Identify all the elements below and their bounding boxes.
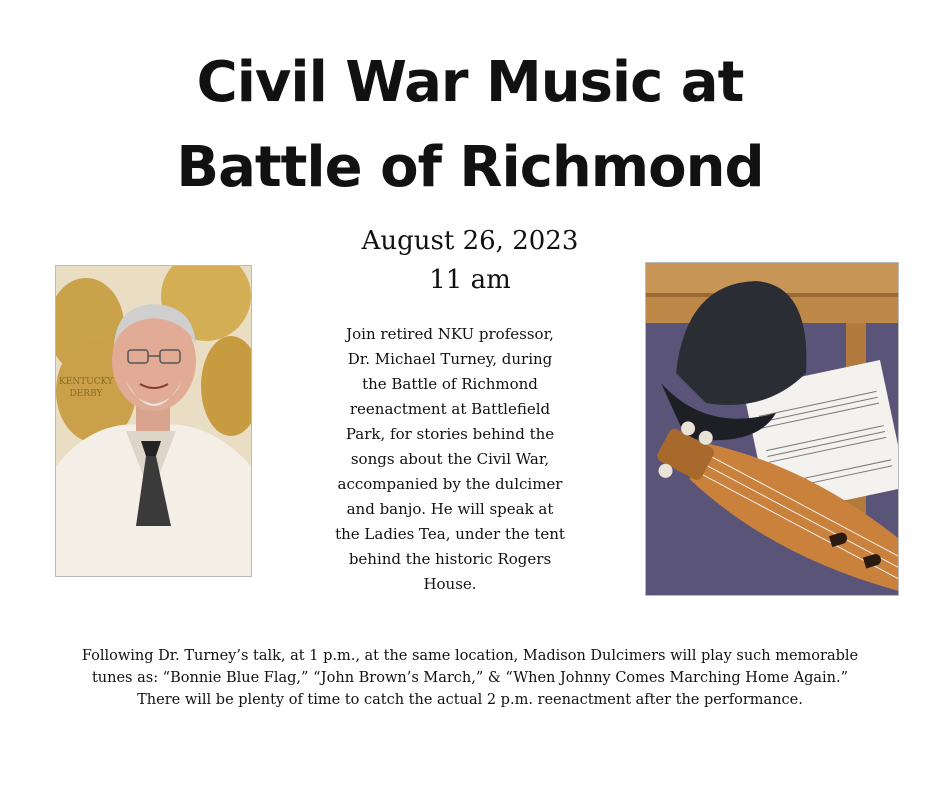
event-time: 11 am — [429, 265, 511, 295]
description-line: behind the historic Rogers — [348, 550, 552, 568]
description-line: songs about the Civil War, — [350, 450, 550, 468]
balloon-text-2: DERBY — [69, 389, 103, 399]
event-date: August 26, 2023 — [361, 226, 579, 256]
description-line: the Ladies Tea, under the tent — [335, 525, 565, 543]
title-line-1: Civil War Music at — [196, 50, 744, 115]
instrument-photo — [645, 262, 899, 596]
footer-line: tunes as: “Bonnie Blue Flag,” “John Brown’s March,” & “When Johnny Comes Marching Home Again.” — [91, 670, 849, 686]
description-line: Park, for stories behind the — [345, 425, 555, 443]
speaker-photo — [55, 265, 252, 577]
footer-line: Following Dr. Turney’s talk, at 1 p.m., at the same location, Madison Dulcimers will play such memorable — [81, 648, 859, 664]
title-line-2: Battle of Richmond — [176, 135, 764, 200]
description-line: and banjo. He will speak at — [346, 500, 554, 518]
description-line: Dr. Michael Turney, during — [347, 350, 553, 368]
description-line: the Battle of Richmond — [362, 375, 538, 393]
description-line: accompanied by the dulcimer — [337, 475, 563, 493]
footer-line: There will be plenty of time to catch the actual 2 p.m. reenactment after the performance. — [137, 692, 803, 708]
description-line: Join retired NKU professor, — [346, 325, 554, 343]
description-line: reenactment at Battlefield — [349, 400, 551, 418]
balloon-text-1: KENTUCKY — [58, 377, 114, 387]
description-line: House. — [423, 575, 477, 593]
event-description — [315, 322, 585, 597]
footer-text — [40, 645, 900, 711]
